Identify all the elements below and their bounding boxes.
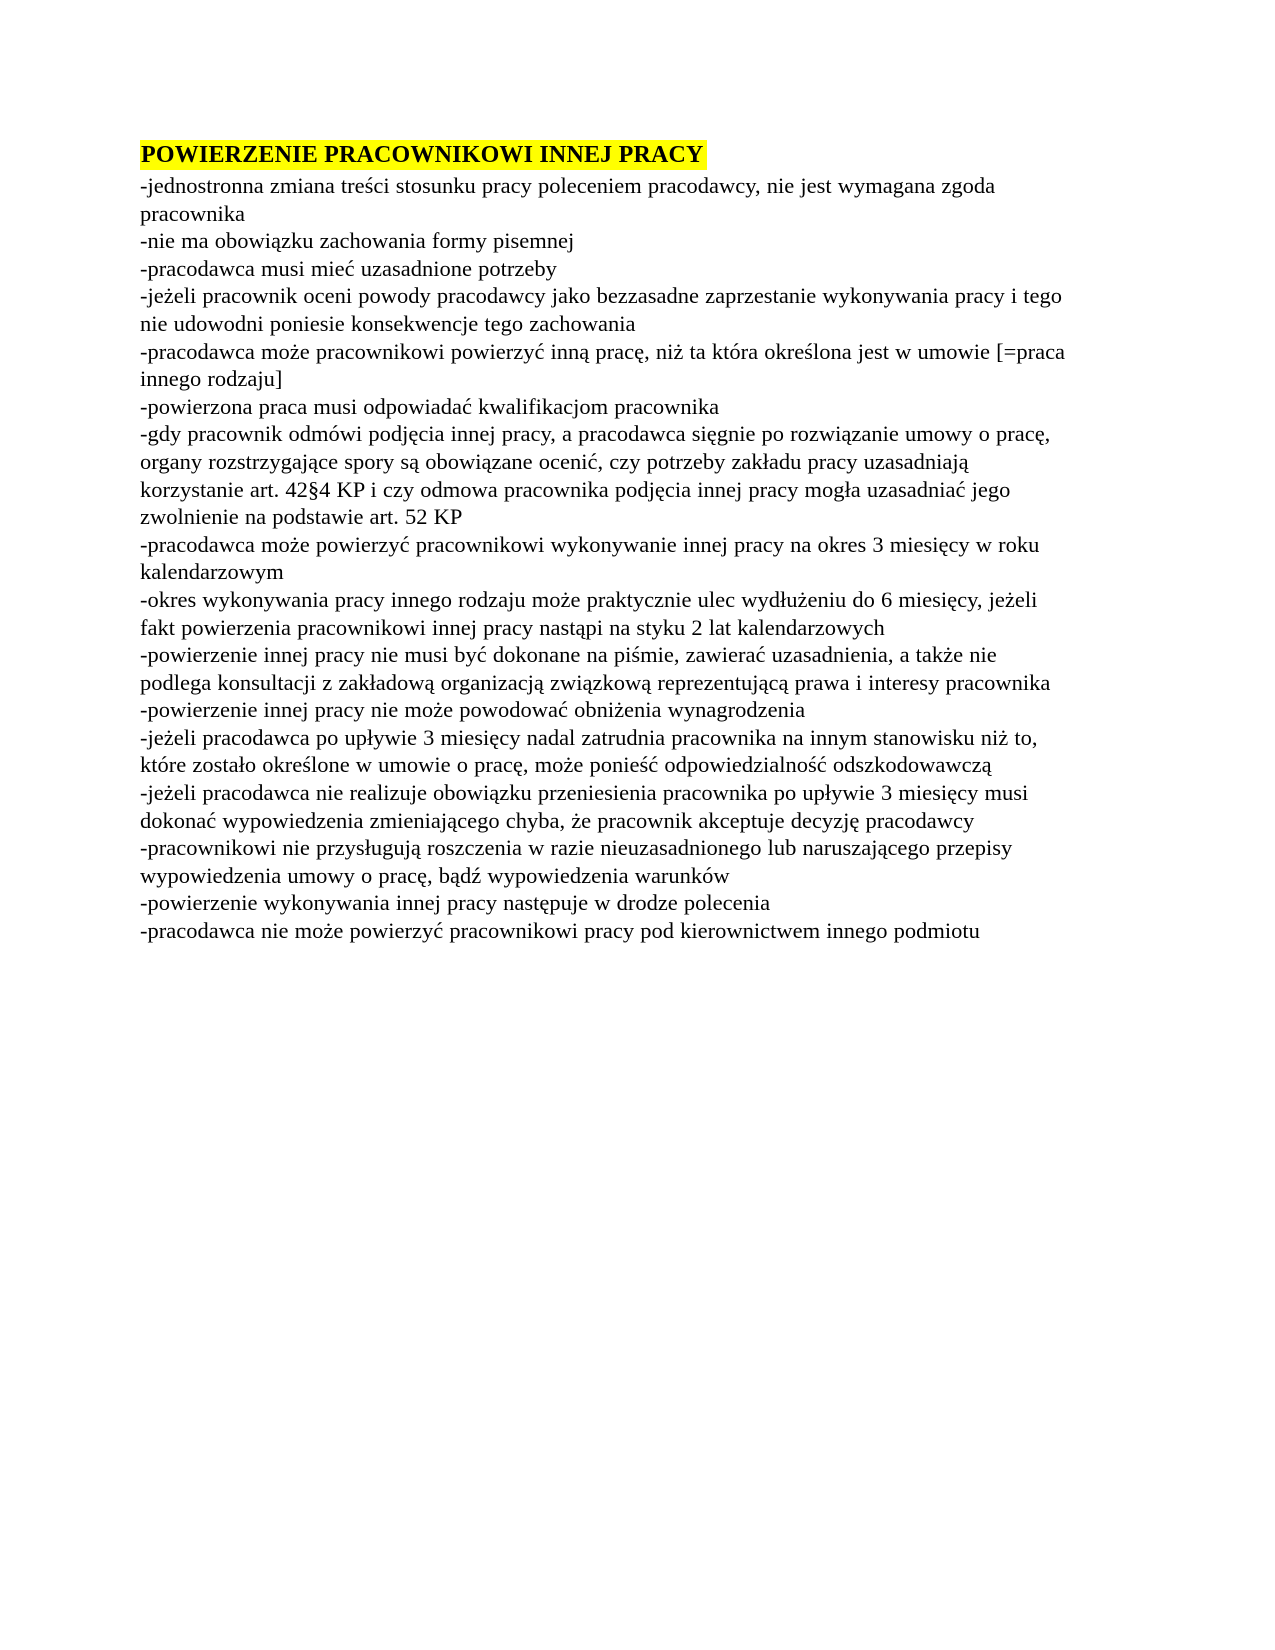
paragraph: -pracownikowi nie przysługują roszczenia w razie nieuzasadnionego lub naruszającego przepisy wypowiedzenia umowy o pracę, bądź wypowiedzenia warunków xyxy=(140,835,1013,888)
paragraph: -nie ma obowiązku zachowania formy pisemnej xyxy=(140,228,575,254)
paragraph: -pracodawca nie może powierzyć pracownikowi pracy pod kierownictwem innego podmiotu xyxy=(140,918,980,944)
highlighted-title-text: POWIERZENIE PRACOWNIKOWI INNEJ PRACY xyxy=(140,140,707,170)
paragraph: -powierzenie innej pracy nie musi być dokonane na piśmie, zawierać uzasadnienia, a także nie podlega konsultacji z zakładową organizacją związkową reprezentującą prawa i interesy pracownika xyxy=(140,642,1051,695)
paragraph: -jeżeli pracodawca po upływie 3 miesięcy nadal zatrudnia pracownika na innym stanowisku niż to, które zostało określone w umowie o pracę, może ponieść odpowiedzialność odszkodowawczą xyxy=(140,724,1038,778)
paragraph: -pracodawca może pracownikowi powierzyć inną pracę, niż ta która określona jest w umowie [=praca innego rodzaju] xyxy=(140,338,1066,392)
paragraph: -okres wykonywania pracy innego rodzaju może praktycznie ulec wydłużeniu do 6 miesięcy, jeżeli fakt powierzenia pracownikowi innej pracy nastąpi na styku 2 lat kalendarzowych xyxy=(140,586,1038,640)
paragraph: -jednostronna zmiana treści stosunku pracy poleceniem pracodawcy, nie jest wymagana zgoda pracownika xyxy=(140,173,996,226)
paragraph: -gdy pracownik odmówi podjęcia innej pracy, a pracodawca sięgnie po rozwiązanie umowy o pracę, organy rozstrzygające spory są obowiązane ocenić, czy potrzeby zakładu pracy uzasadniają korzystanie art. 42§4 KP i czy odmowa pracownika podjęcia innej pracy mogła uzasadniać jego zwolnienie na podstawie art. 52 KP xyxy=(140,421,1051,530)
paragraph: -powierzenie innej pracy nie może powodować obniżenia wynagrodzenia xyxy=(140,697,806,723)
paragraph: -powierzenie wykonywania innej pracy następuje w drodze polecenia xyxy=(140,890,771,916)
document-body xyxy=(140,172,1070,945)
paragraph: -jeżeli pracodawca nie realizuje obowiązku przeniesienia pracownika po upływie 3 miesięcy musi dokonać wypowiedzenia zmieniającego chyba, że pracownik akceptuje decyzję pracodawcy xyxy=(140,780,1029,833)
paragraph: -powierzona praca musi odpowiadać kwalifikacjom pracownika xyxy=(140,393,720,419)
paragraph: -pracodawca musi mieć uzasadnione potrzeby xyxy=(140,255,557,281)
paragraph: -pracodawca może powierzyć pracownikowi wykonywanie innej pracy na okres 3 miesięcy w roku kalendarzowym xyxy=(140,531,1040,585)
page-title xyxy=(140,136,1070,171)
paragraph: -jeżeli pracownik oceni powody pracodawcy jako bezzasadne zaprzestanie wykonywania pracy i tego nie udowodni poniesie konsekwencje tego zachowania xyxy=(140,283,1062,336)
